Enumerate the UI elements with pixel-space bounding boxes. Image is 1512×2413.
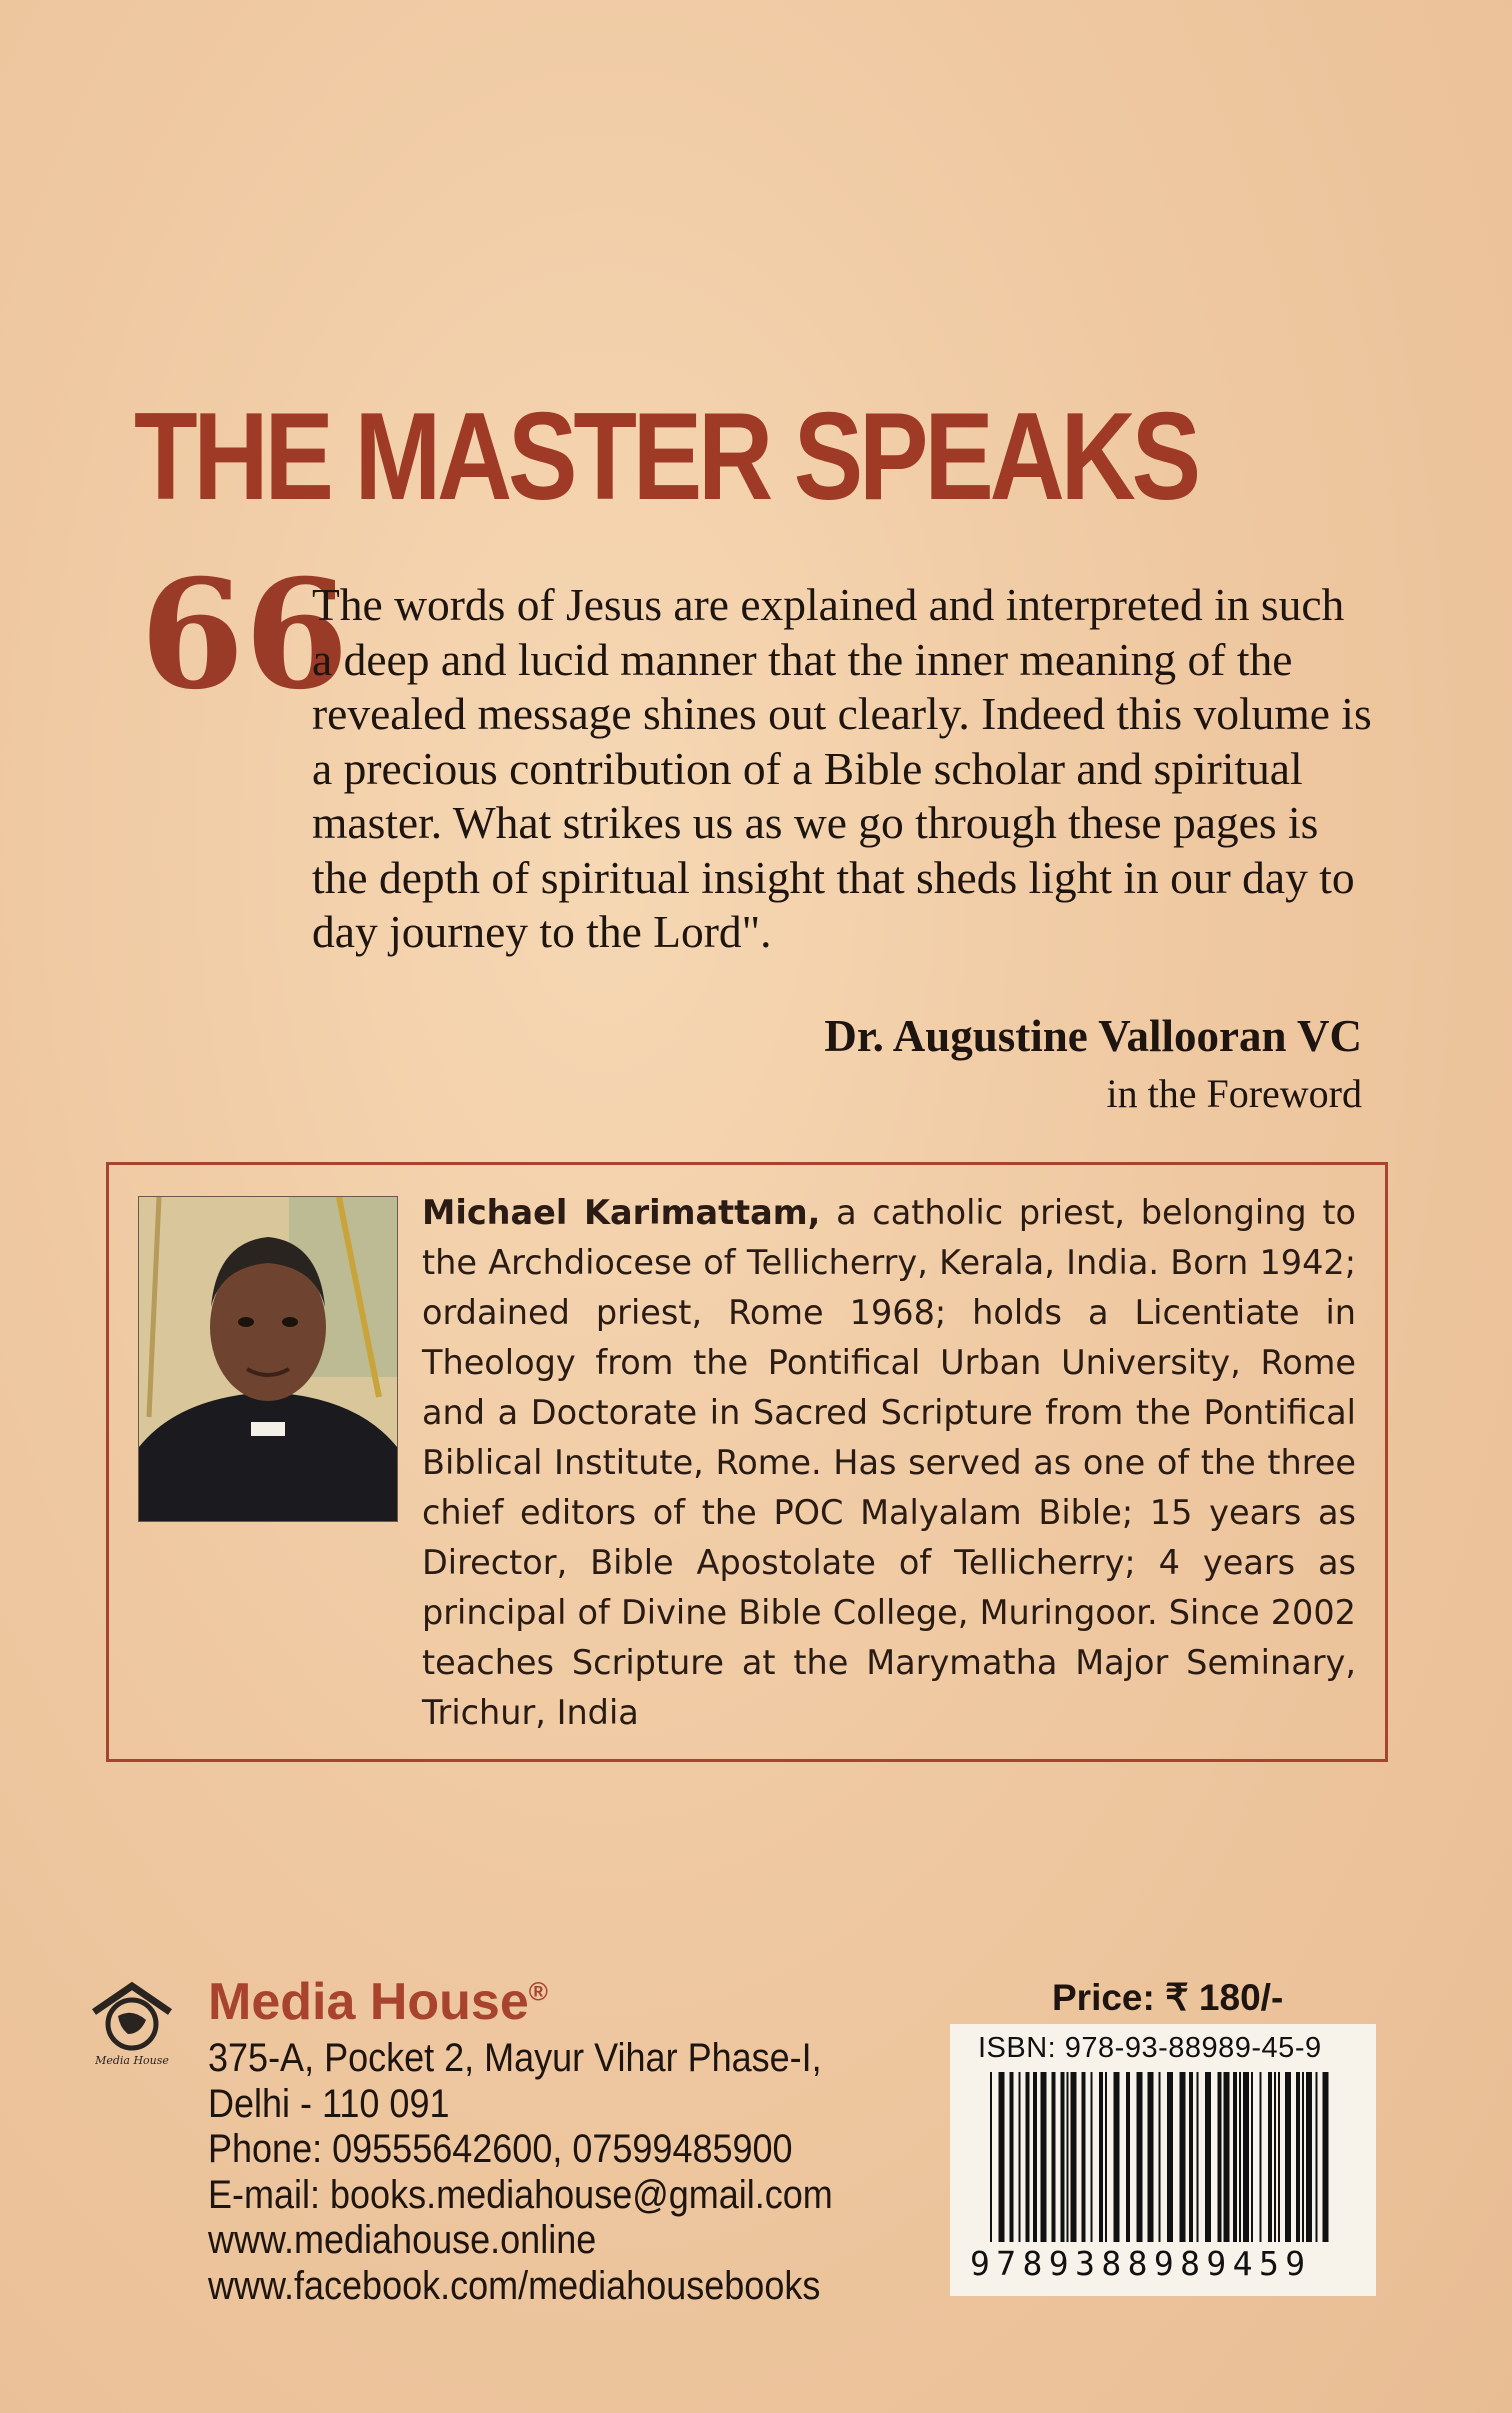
publisher-facebook: www.facebook.com/mediahousebooks xyxy=(208,2263,821,2308)
barcode-bar xyxy=(1091,2072,1093,2242)
barcode-bar xyxy=(1041,2072,1047,2242)
barcode-bar xyxy=(1306,2072,1312,2242)
quote-mark: 66 xyxy=(140,547,349,723)
barcode-bar xyxy=(1296,2072,1300,2242)
barcode-bar xyxy=(1189,2072,1193,2242)
registered-mark: ® xyxy=(528,1976,548,2007)
barcode-bar xyxy=(1316,2072,1318,2242)
barcode-bar xyxy=(1167,2072,1173,2242)
barcode-bar xyxy=(1026,2072,1030,2242)
publisher-address-line-2: Delhi - 110 091 xyxy=(208,2081,450,2126)
publisher-name-text: Media House xyxy=(208,1973,529,2031)
author-name: Michael Karimattam, xyxy=(422,1193,821,1232)
barcode-bar xyxy=(1224,2072,1230,2242)
barcode-bar xyxy=(1148,2072,1154,2242)
quote-attribution-name: Dr. Augustine Vallooran VC xyxy=(824,1011,1362,1061)
barcode-bar xyxy=(1205,2072,1211,2242)
barcode-bars xyxy=(990,2072,1336,2242)
barcode-bar xyxy=(1126,2072,1130,2242)
barcode-bar xyxy=(1010,2072,1014,2242)
isbn-text: ISBN: 978-93-88989-45-9 xyxy=(978,2032,1322,2064)
book-title: THE MASTER SPEAKS xyxy=(134,388,1197,526)
barcode-bar xyxy=(1099,2072,1103,2242)
barcode-bar xyxy=(1218,2072,1222,2242)
barcode-bar xyxy=(1197,2072,1199,2242)
publisher-address-line-1: 375-A, Pocket 2, Mayur Vihar Phase-I, xyxy=(208,2036,822,2080)
barcode-bar xyxy=(1274,2072,1276,2242)
barcode-bar xyxy=(1071,2072,1077,2242)
publisher-website: www.mediahouse.online xyxy=(208,2218,597,2262)
publisher-contact xyxy=(208,2036,902,2309)
price-label: Price: ₹ 180/- xyxy=(1052,1977,1284,2018)
publisher-name xyxy=(208,1972,548,2032)
barcode-bar xyxy=(1114,2072,1120,2242)
barcode-bar xyxy=(1268,2072,1272,2242)
barcode-bar xyxy=(1251,2072,1253,2242)
barcode-bar xyxy=(1137,2072,1143,2242)
author-bio xyxy=(422,1188,1356,1738)
barcode-bar xyxy=(1033,2072,1037,2242)
barcode-bar xyxy=(990,2072,992,2242)
publisher-logo-text: Media House xyxy=(95,2054,169,2067)
barcode-bar xyxy=(1239,2072,1241,2242)
barcode-bar xyxy=(1278,2072,1280,2242)
publisher-logo-icon xyxy=(84,1972,180,2068)
barcode-bar xyxy=(999,2072,1005,2242)
barcode-bar xyxy=(1019,2072,1021,2242)
publisher-email: E-mail: books.mediahouse@gmail.com xyxy=(208,2172,833,2217)
barcode-bar xyxy=(1233,2072,1237,2242)
barcode-bar xyxy=(1105,2072,1107,2242)
barcode-bar xyxy=(1159,2072,1161,2242)
barcode-bar xyxy=(1067,2072,1069,2242)
barcode-bar xyxy=(1260,2072,1262,2242)
barcode-digits: 9789388989459 xyxy=(970,2244,1312,2283)
barcode-bar xyxy=(1082,2072,1086,2242)
barcode-bar xyxy=(1302,2072,1304,2242)
barcode-bar xyxy=(1061,2072,1065,2242)
quote-text: The words of Jesus are explained and interpreted in such a deep and lucid manner that the inner meaning of the revealed message shines out clearly. Indeed this volume is a precious contribution of a Bible scholar and spiritual master. What strikes us as we go through these pages is the depth of spiritual insight that sheds light in our day to day journey to the Lord". xyxy=(312,579,1372,957)
barcode-bar xyxy=(1285,2072,1291,2242)
barcode-bar xyxy=(1243,2072,1249,2242)
barcode-bar xyxy=(1052,2072,1056,2242)
barcode-bar xyxy=(1180,2072,1186,2242)
barcode-bar xyxy=(1323,2072,1329,2242)
quote-attribution-source: in the Foreword xyxy=(1106,1071,1362,1116)
author-photo xyxy=(138,1196,398,1522)
author-bio-text: a catholic priest, belonging to the Archdiocese of Tellicherry, Kerala, India. Born 1942; ordained priest, Rome 1968; holds a Licentiate in Theology from the Pontifical Urban University, Rome and a Doctorate in Sacred Scripture from the Pontifical Biblical Institute, Rome. Has served as one of the three chief editors of the POC Malyalam Bible; 15 years as Director, Bible Apostolate of Tellicherry; 4 years as principal of Divine Bible College, Muringoor. Since 2002 teaches Scripture at the Marymatha Major Seminary, Trichur, India xyxy=(422,1193,1356,1732)
publisher-phone: Phone: 09555642600, 07599485900 xyxy=(208,2127,793,2171)
